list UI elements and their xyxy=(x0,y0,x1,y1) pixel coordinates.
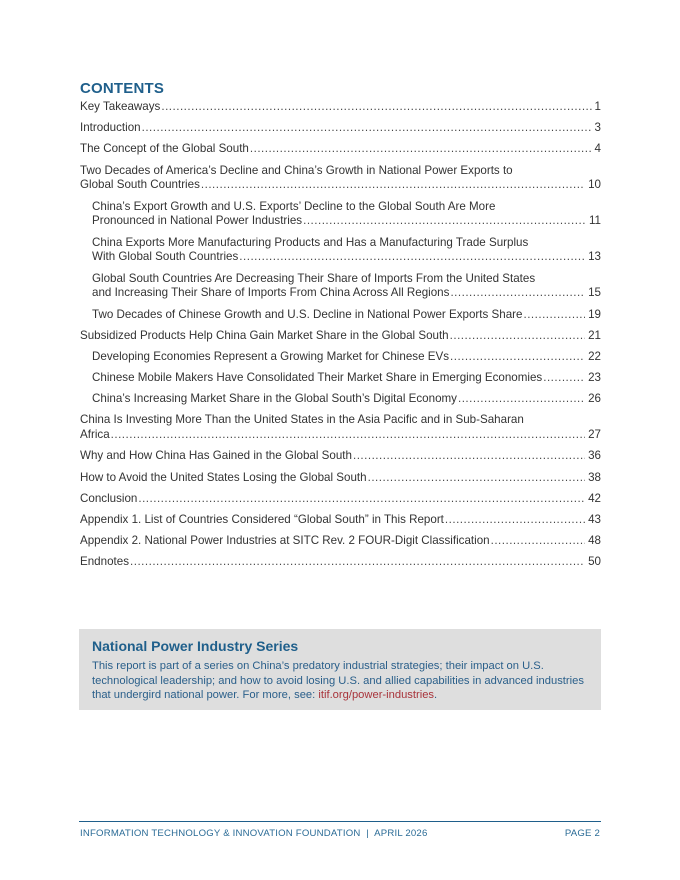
toc-entry[interactable] xyxy=(80,392,601,407)
toc-dot-leader xyxy=(303,214,586,229)
series-title: National Power Industry Series xyxy=(92,638,299,654)
toc-entry[interactable] xyxy=(80,471,601,486)
toc-dot-leader xyxy=(142,121,592,136)
toc-entry-row xyxy=(80,492,601,507)
toc-entry[interactable] xyxy=(80,142,601,157)
toc-dot-leader xyxy=(523,308,585,323)
toc-page-number: 3 xyxy=(594,121,601,135)
toc-entry-row xyxy=(92,350,601,365)
toc-entry-title: Global South Countries xyxy=(80,178,200,192)
toc-entry-row xyxy=(80,555,601,570)
toc-entry-title-line: Two Decades of America’s Decline and China’s Growth in National Power Exports to xyxy=(80,163,513,177)
footer-organization: INFORMATION TECHNOLOGY & INNOVATION FOUNDATION | APRIL 2026 xyxy=(80,828,428,839)
toc-page-number: 48 xyxy=(588,534,601,548)
footer-page-number: PAGE 2 xyxy=(564,828,600,839)
toc-entry-row xyxy=(80,471,601,486)
toc-entry-title: Two Decades of Chinese Growth and U.S. Decline in National Power Exports Share xyxy=(92,307,523,321)
toc-entry[interactable] xyxy=(80,272,601,302)
toc-page-number: 42 xyxy=(588,491,601,505)
toc-page-number: 4 xyxy=(594,142,601,156)
toc-entry-title: Pronounced in National Power Industries xyxy=(92,214,303,228)
toc-entry-title: Introduction xyxy=(80,121,141,135)
toc-page-number: 1 xyxy=(594,100,601,113)
toc-entry-title: Key Takeaways xyxy=(80,100,161,113)
toc-dot-leader xyxy=(543,371,585,386)
toc-page-number: 43 xyxy=(588,512,601,526)
toc-page-number: 19 xyxy=(588,307,601,321)
toc-page-number: 26 xyxy=(588,392,601,406)
toc-dot-leader xyxy=(130,555,585,570)
toc-entry-title: Endnotes xyxy=(80,555,129,569)
toc-entry-title-line: Global South Countries Are Decreasing Their Share of Imports From the United States xyxy=(92,271,536,285)
toc-entry-title: The Concept of the Global South xyxy=(80,142,249,156)
series-callout-box xyxy=(79,629,601,710)
toc-entry-row xyxy=(80,534,601,549)
toc-entry-row xyxy=(92,308,601,323)
toc-entry-row xyxy=(80,428,601,443)
toc-dot-leader xyxy=(161,100,591,115)
series-text: This report is part of a series on China’s predatory industrial strategies; their impact on U.S. technological leadership; and how to avoid losing U.S. and allied capabilities in advanced industries that undergird national power. For more, see: xyxy=(92,660,584,702)
toc-entry-title: Africa xyxy=(80,428,110,442)
toc-page-number: 27 xyxy=(588,428,601,442)
toc-dot-leader xyxy=(138,492,585,507)
toc-dot-leader xyxy=(491,534,586,549)
toc-entry[interactable] xyxy=(80,534,601,549)
contents-heading: CONTENTS xyxy=(80,80,165,97)
toc-entry[interactable] xyxy=(80,555,601,570)
toc-entry[interactable] xyxy=(80,121,601,136)
toc-entry[interactable] xyxy=(80,200,601,230)
series-description xyxy=(92,659,589,703)
series-trailing: . xyxy=(434,689,438,702)
toc-entry-row xyxy=(80,329,601,344)
toc-entry-title: Appendix 1. List of Countries Considered “Global South” in This Report xyxy=(80,512,444,526)
toc-dot-leader xyxy=(368,471,585,486)
contents-section xyxy=(80,80,601,577)
toc-page-number: 50 xyxy=(588,555,601,569)
toc-list xyxy=(80,100,601,570)
toc-dot-leader xyxy=(445,513,585,528)
toc-dot-leader xyxy=(450,329,585,344)
toc-dot-leader xyxy=(250,142,592,157)
toc-entry-title: How to Avoid the United States Losing the Global South xyxy=(80,470,367,484)
toc-page-number: 36 xyxy=(588,449,601,463)
toc-entry-title: Chinese Mobile Makers Have Consolidated Their Market Share in Emerging Economies xyxy=(92,371,543,385)
toc-entry-title: China’s Increasing Market Share in the Global South’s Digital Economy xyxy=(92,392,457,406)
toc-page-number: 15 xyxy=(588,286,601,300)
toc-entry-row xyxy=(80,100,601,115)
toc-entry-row xyxy=(80,449,601,464)
toc-entry-title-line: China’s Export Growth and U.S. Exports’ Decline to the Global South Are More xyxy=(92,199,496,213)
toc-page-number: 10 xyxy=(588,178,601,192)
toc-entry[interactable] xyxy=(80,308,601,323)
toc-entry-row xyxy=(92,214,601,229)
toc-entry-row xyxy=(92,286,601,301)
toc-entry[interactable] xyxy=(80,371,601,386)
toc-entry[interactable] xyxy=(80,329,601,344)
toc-entry-row xyxy=(80,513,601,528)
toc-entry-row xyxy=(80,121,601,136)
toc-entry-title-line: China Is Investing More Than the United States in the Asia Pacific and in Sub-Saharan xyxy=(80,413,524,427)
toc-entry-title: Appendix 2. National Power Industries at SITC Rev. 2 FOUR-Digit Classification xyxy=(80,534,490,548)
toc-entry[interactable] xyxy=(80,100,601,115)
toc-page-number: 22 xyxy=(588,349,601,363)
toc-entry-title: With Global South Countries xyxy=(92,250,239,264)
footer-divider xyxy=(79,821,601,822)
toc-entry[interactable] xyxy=(80,413,601,443)
toc-entry[interactable] xyxy=(80,492,601,507)
toc-page-number: 23 xyxy=(588,371,601,385)
toc-entry-row xyxy=(92,371,601,386)
toc-dot-leader xyxy=(450,350,585,365)
toc-dot-leader xyxy=(239,250,585,265)
toc-entry[interactable] xyxy=(80,449,601,464)
toc-entry[interactable] xyxy=(80,236,601,266)
toc-entry-title: and Increasing Their Share of Imports From China Across All Regions xyxy=(92,286,450,300)
toc-dot-leader xyxy=(353,449,585,464)
toc-entry[interactable] xyxy=(80,513,601,528)
toc-page-number: 38 xyxy=(588,470,601,484)
toc-entry-row xyxy=(80,178,601,193)
toc-dot-leader xyxy=(450,286,585,301)
series-link[interactable]: itif.org/power-industries xyxy=(318,689,435,702)
toc-entry-title: Developing Economies Represent a Growing Market for Chinese EVs xyxy=(92,349,450,363)
toc-entry-title: Why and How China Has Gained in the Global South xyxy=(80,449,352,463)
toc-entry-row xyxy=(92,250,601,265)
toc-entry-title: Conclusion xyxy=(80,491,138,505)
toc-page-number: 11 xyxy=(588,214,601,228)
toc-page-number: 21 xyxy=(588,328,601,342)
toc-dot-leader xyxy=(111,428,585,443)
toc-entry-title-line: China Exports More Manufacturing Products and Has a Manufacturing Trade Surplus xyxy=(92,235,529,249)
toc-dot-leader xyxy=(458,392,585,407)
toc-entry[interactable] xyxy=(80,350,601,365)
toc-entry[interactable] xyxy=(80,164,601,194)
toc-page-number: 13 xyxy=(588,250,601,264)
toc-entry-title: Subsidized Products Help China Gain Market Share in the Global South xyxy=(80,328,449,342)
toc-dot-leader xyxy=(201,178,585,193)
toc-entry-row xyxy=(80,142,601,157)
toc-entry-row xyxy=(92,392,601,407)
